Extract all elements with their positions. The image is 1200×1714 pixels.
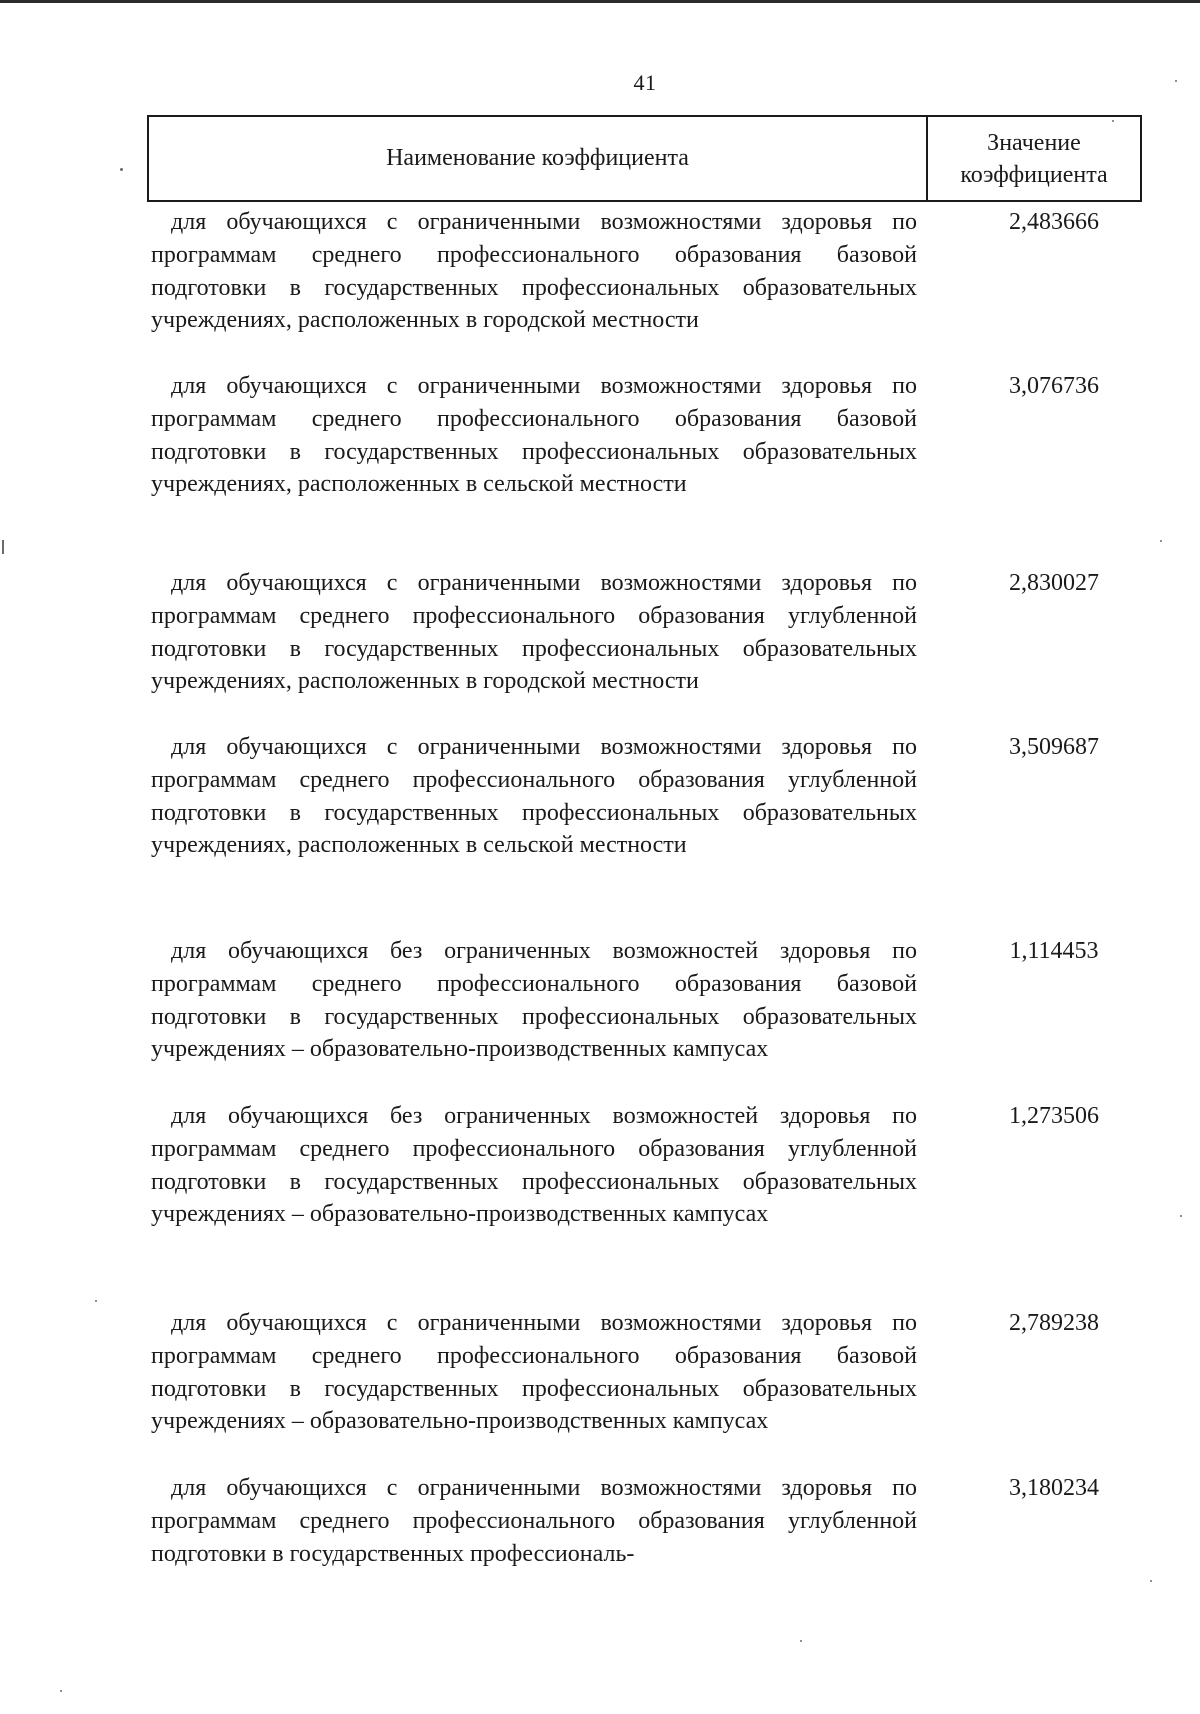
coefficient-name: для обучающихся с ограниченными возможностями здоровья по программам среднего профессионального образования базовой подготовки в государственных профессиональных образовательных учреждениях – образовательно-производственных кампусах xyxy=(151,1310,917,1435)
coefficient-name: для обучающихся с ограниченными возможностями здоровья по программам среднего профессионального образования углубленной подготовки в государственных профессиональных образовательных учреждениях, расположенных в сельской местности xyxy=(151,734,917,859)
table-header xyxy=(147,115,1142,202)
coefficient-value: 3,180234 xyxy=(1009,1475,1099,1501)
scan-speck xyxy=(1175,80,1177,82)
scan-speck xyxy=(1112,120,1114,122)
scan-speck xyxy=(1150,1580,1152,1582)
coefficient-name: для обучающихся без ограниченных возможностей здоровья по программам среднего профессионального образования базовой подготовки в государственных профессиональных образовательных учреждениях – образовательно-производственных кампусах xyxy=(151,938,917,1063)
coefficient-value: 2,830027 xyxy=(1009,570,1099,596)
coefficient-name: для обучающихся с ограниченными возможностями здоровья по программам среднего профессионального образования углубленной подготовки в государственных профессиональ- xyxy=(151,1475,917,1567)
coefficient-name: для обучающихся с ограниченными возможностями здоровья по программам среднего профессионального образования базовой подготовки в государственных профессиональных образовательных учреждениях, расположенных в сельской местности xyxy=(151,373,917,498)
coefficient-value: 2,483666 xyxy=(1009,209,1099,235)
coefficient-value: 1,273506 xyxy=(1009,1103,1099,1129)
scan-edge-line xyxy=(0,0,1200,3)
coefficient-value: 3,076736 xyxy=(1009,373,1099,399)
scan-speck xyxy=(2,540,4,554)
scan-speck xyxy=(800,1640,802,1642)
column-header-name: Наименование коэффициента xyxy=(149,117,928,200)
column-header-value: Значение коэффициента xyxy=(960,129,1108,188)
coefficient-name: для обучающихся с ограниченными возможностями здоровья по программам среднего профессионального образования базовой подготовки в государственных профессиональных образовательных учреждениях, расположенных в городской местности xyxy=(151,209,917,334)
scan-speck xyxy=(60,1690,62,1692)
coefficient-name: для обучающихся с ограниченными возможностями здоровья по программам среднего профессионального образования углубленной подготовки в государственных профессиональных образовательных учреждениях, расположенных в городской местности xyxy=(151,570,917,695)
scan-speck xyxy=(120,168,123,171)
scan-speck xyxy=(1180,1215,1182,1217)
scan-speck xyxy=(95,1300,97,1302)
coefficient-value: 2,789238 xyxy=(1009,1310,1099,1336)
scan-speck xyxy=(1160,540,1162,542)
page-number: 41 xyxy=(633,70,657,95)
coefficient-value: 3,509687 xyxy=(1009,734,1099,760)
coefficient-name: для обучающихся без ограниченных возможностей здоровья по программам среднего профессионального образования углубленной подготовки в государственных профессиональных образовательных учреждениях – образовательно-производственных кампусах xyxy=(151,1103,917,1228)
coefficient-value: 1,114453 xyxy=(1009,938,1099,964)
